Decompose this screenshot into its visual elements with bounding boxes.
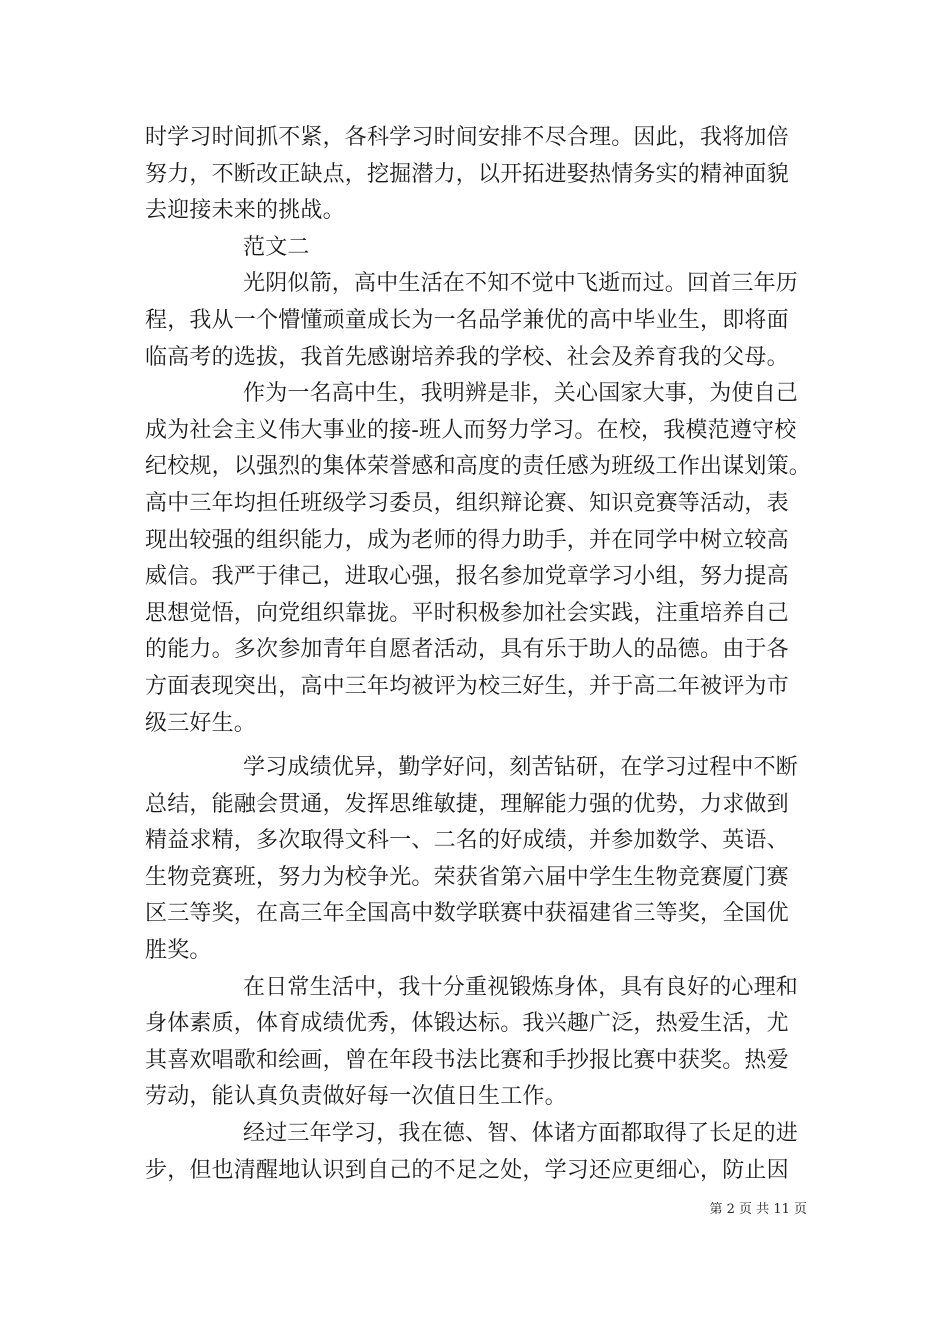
text-line: 的能力。多次参加青年自愿者活动，具有乐于助人的品德。由于各 bbox=[145, 637, 789, 663]
text-line: 胜奖。 bbox=[145, 938, 212, 964]
text-line: 步，但也清醒地认识到自己的不足之处，学习还应更细心，防止因 bbox=[145, 1157, 789, 1183]
text-line: 身体素质，体育成绩优秀，体锻达标。我兴趣广泛，热爱生活，尤 bbox=[145, 1011, 789, 1037]
text-line: 范文二 bbox=[243, 234, 310, 260]
text-line: 作为一名高中生，我明辨是非，关心国家大事，为使自己 bbox=[243, 381, 799, 407]
text-line: 程，我从一个懵懂顽童成长为一名品学兼优的高中毕业生，即将面 bbox=[145, 307, 789, 333]
page-number: 第 2 页 共 11 页 bbox=[709, 1202, 807, 1217]
text-line: 经过三年学习，我在德、智、体诸方面都取得了长足的进 bbox=[243, 1121, 799, 1147]
text-line: 精益求精，多次取得文科一、二名的好成绩，并参加数学、英语、 bbox=[145, 828, 789, 854]
text-line: 现出较强的组织能力，成为老师的得力助手，并在同学中树立较高 bbox=[145, 527, 789, 553]
text-line: 光阴似箭，高中生活在不知不觉中飞逝而过。回首三年历 bbox=[243, 271, 799, 297]
text-line: 方面表现突出，高中三年均被评为校三好生，并于高二年被评为市 bbox=[145, 673, 789, 699]
text-line: 在日常生活中，我十分重视锻炼身体，具有良好的心理和 bbox=[243, 974, 799, 1000]
text-line: 区三等奖，在高三年全国高中数学联赛中获福建省三等奖，全国优 bbox=[145, 901, 789, 927]
text-line: 纪校规，以强烈的集体荣誉感和高度的责任感为班级工作出谋划策。 bbox=[145, 454, 812, 480]
text-line: 其喜欢唱歌和绘画，曾在年段书法比赛和手抄报比赛中获奖。热爱 bbox=[145, 1047, 789, 1073]
text-line: 学习成绩优异，勤学好问，刻苦钻研，在学习过程中不断 bbox=[243, 755, 799, 781]
text-line: 劳动，能认真负责做好每一次值日生工作。 bbox=[145, 1084, 567, 1110]
document-body bbox=[145, 120, 810, 1189]
paragraph-gap bbox=[145, 742, 810, 750]
text-line: 去迎接未来的挑战。 bbox=[145, 198, 345, 224]
text-line: 思想觉悟，向党组织靠拢。平时积极参加社会实践，注重培养自己 bbox=[145, 600, 789, 626]
text-line: 成为社会主义伟大事业的接-班人而努力学习。在校，我模范遵守校 bbox=[145, 417, 797, 443]
text-line: 级三好生。 bbox=[145, 710, 257, 736]
text-line: 高中三年均担任班级学习委员，组织辩论赛、知识竞赛等活动，表 bbox=[145, 490, 789, 516]
text-line: 努力，不断改正缺点，挖掘潜力，以开拓进娶热情务实的精神面貌 bbox=[145, 161, 789, 187]
text-line: 临高考的选拔，我首先感谢培养我的学校、社会及养育我的父母。 bbox=[145, 344, 789, 370]
text-line: 生物竞赛班，努力为校争光。荣获省第六届中学生生物竞赛厦门赛 bbox=[145, 864, 789, 890]
text-line: 时学习时间抓不紧，各科学习时间安排不尽合理。因此，我将加倍 bbox=[145, 125, 789, 150]
text-line: 总结，能融会贯通，发挥思维敏捷，理解能力强的优势，力求做到 bbox=[145, 791, 789, 817]
text-line: 威信。我严于律己，进取心强，报名参加党章学习小组，努力提高 bbox=[145, 564, 789, 590]
